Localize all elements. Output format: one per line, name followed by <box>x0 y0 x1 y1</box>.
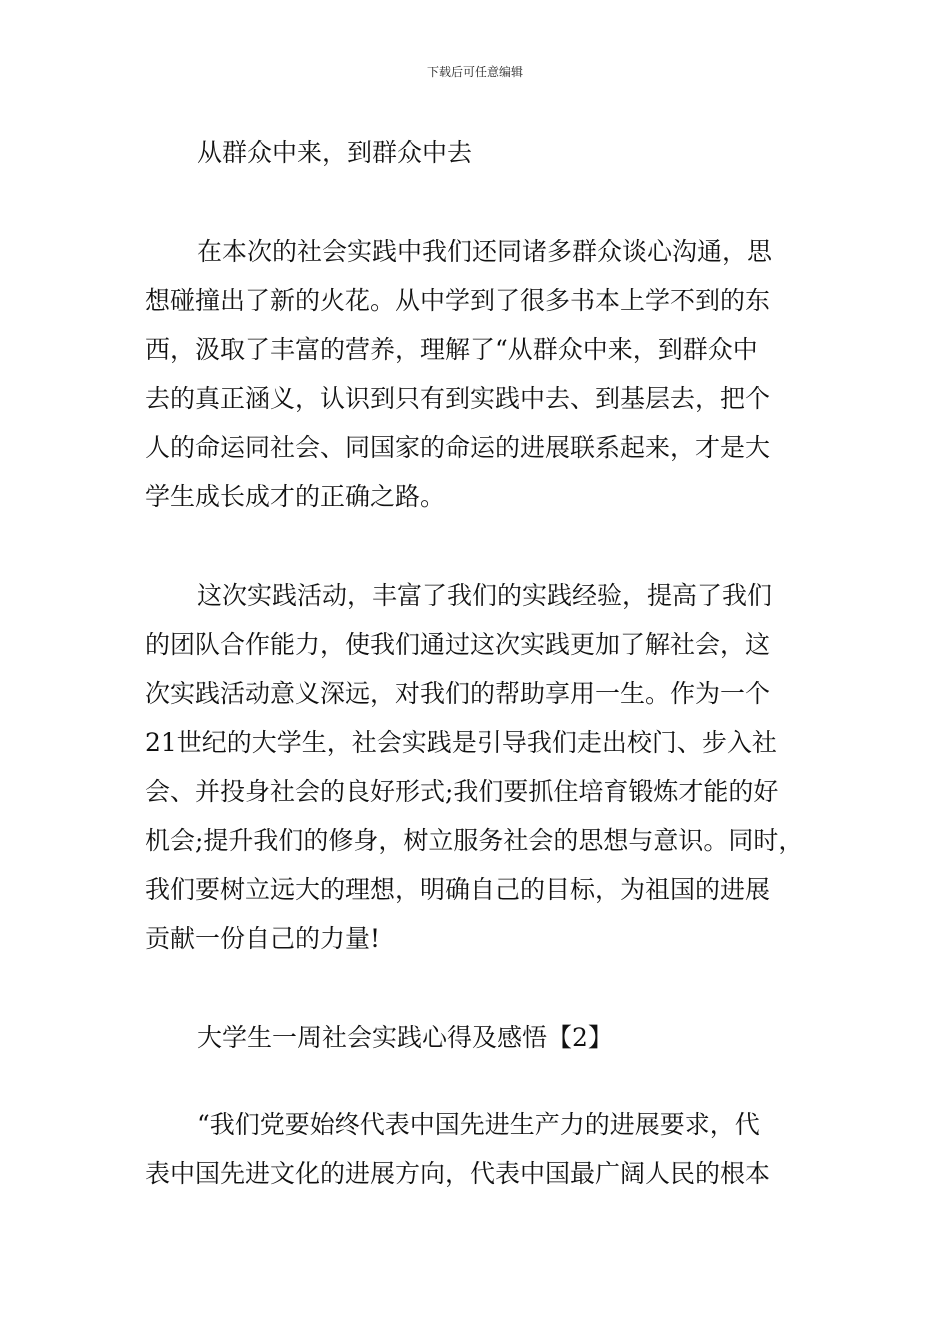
paragraph-line: 表中国先进文化的进展方向，代表中国最广阔人民的根本 <box>145 1159 771 1188</box>
paragraph-line: 21世纪的大学生，社会实践是引导我们走出校门、步入社 <box>145 728 777 757</box>
paragraph-line: 去的真正涵义，认识到只有到实践中去、到基层去，把个 <box>145 384 771 413</box>
paragraph-line: 学生成长成才的正确之路。 <box>145 482 446 511</box>
spacer <box>145 963 807 1013</box>
paragraph-line: 这次实践活动，丰富了我们的实践经验，提高了我们 <box>197 581 773 610</box>
paragraph-line: 机会;提升我们的修身，树立服务社会的思想与意识。同时， <box>145 826 804 855</box>
paragraph-line: 人的命运同社会、同国家的命运的进展联系起来，才是大 <box>145 433 771 462</box>
paragraph-line: 会、并投身社会的良好形式;我们要抓住培育锻炼才能的好 <box>145 777 779 806</box>
document-body <box>145 128 807 1198</box>
section-heading: 从群众中来，到群众中去 <box>197 138 473 167</box>
paragraph-line: 西，汲取了丰富的营养，理解了“从群众中来，到群众中 <box>145 335 758 364</box>
spacer <box>145 1062 807 1100</box>
paragraph-line: 次实践活动意义深远，对我们的帮助享用一生。作为一个 <box>145 679 771 708</box>
paragraph-line: 在本次的社会实践中我们还同诸多群众谈心沟通，思 <box>197 237 773 266</box>
paragraph-line: 我们要树立远大的理想，明确自己的目标，为祖国的进展 <box>145 875 771 904</box>
paragraph-line: 想碰撞出了新的火花。从中学到了很多书本上学不到的东 <box>145 286 771 315</box>
paragraph-line: 的团队合作能力，使我们通过这次实践更加了解社会，这 <box>145 630 771 659</box>
page-header-note: 下载后可任意编辑 <box>426 65 523 79</box>
section-heading: 大学生一周社会实践心得及感悟【2】 <box>197 1023 613 1052</box>
spacer <box>145 177 807 227</box>
paragraph-line: 贡献一份自己的力量! <box>145 924 381 953</box>
spacer <box>145 521 807 571</box>
paragraph-line: “我们党要始终代表中国先进生产力的进展要求，代 <box>197 1110 760 1139</box>
